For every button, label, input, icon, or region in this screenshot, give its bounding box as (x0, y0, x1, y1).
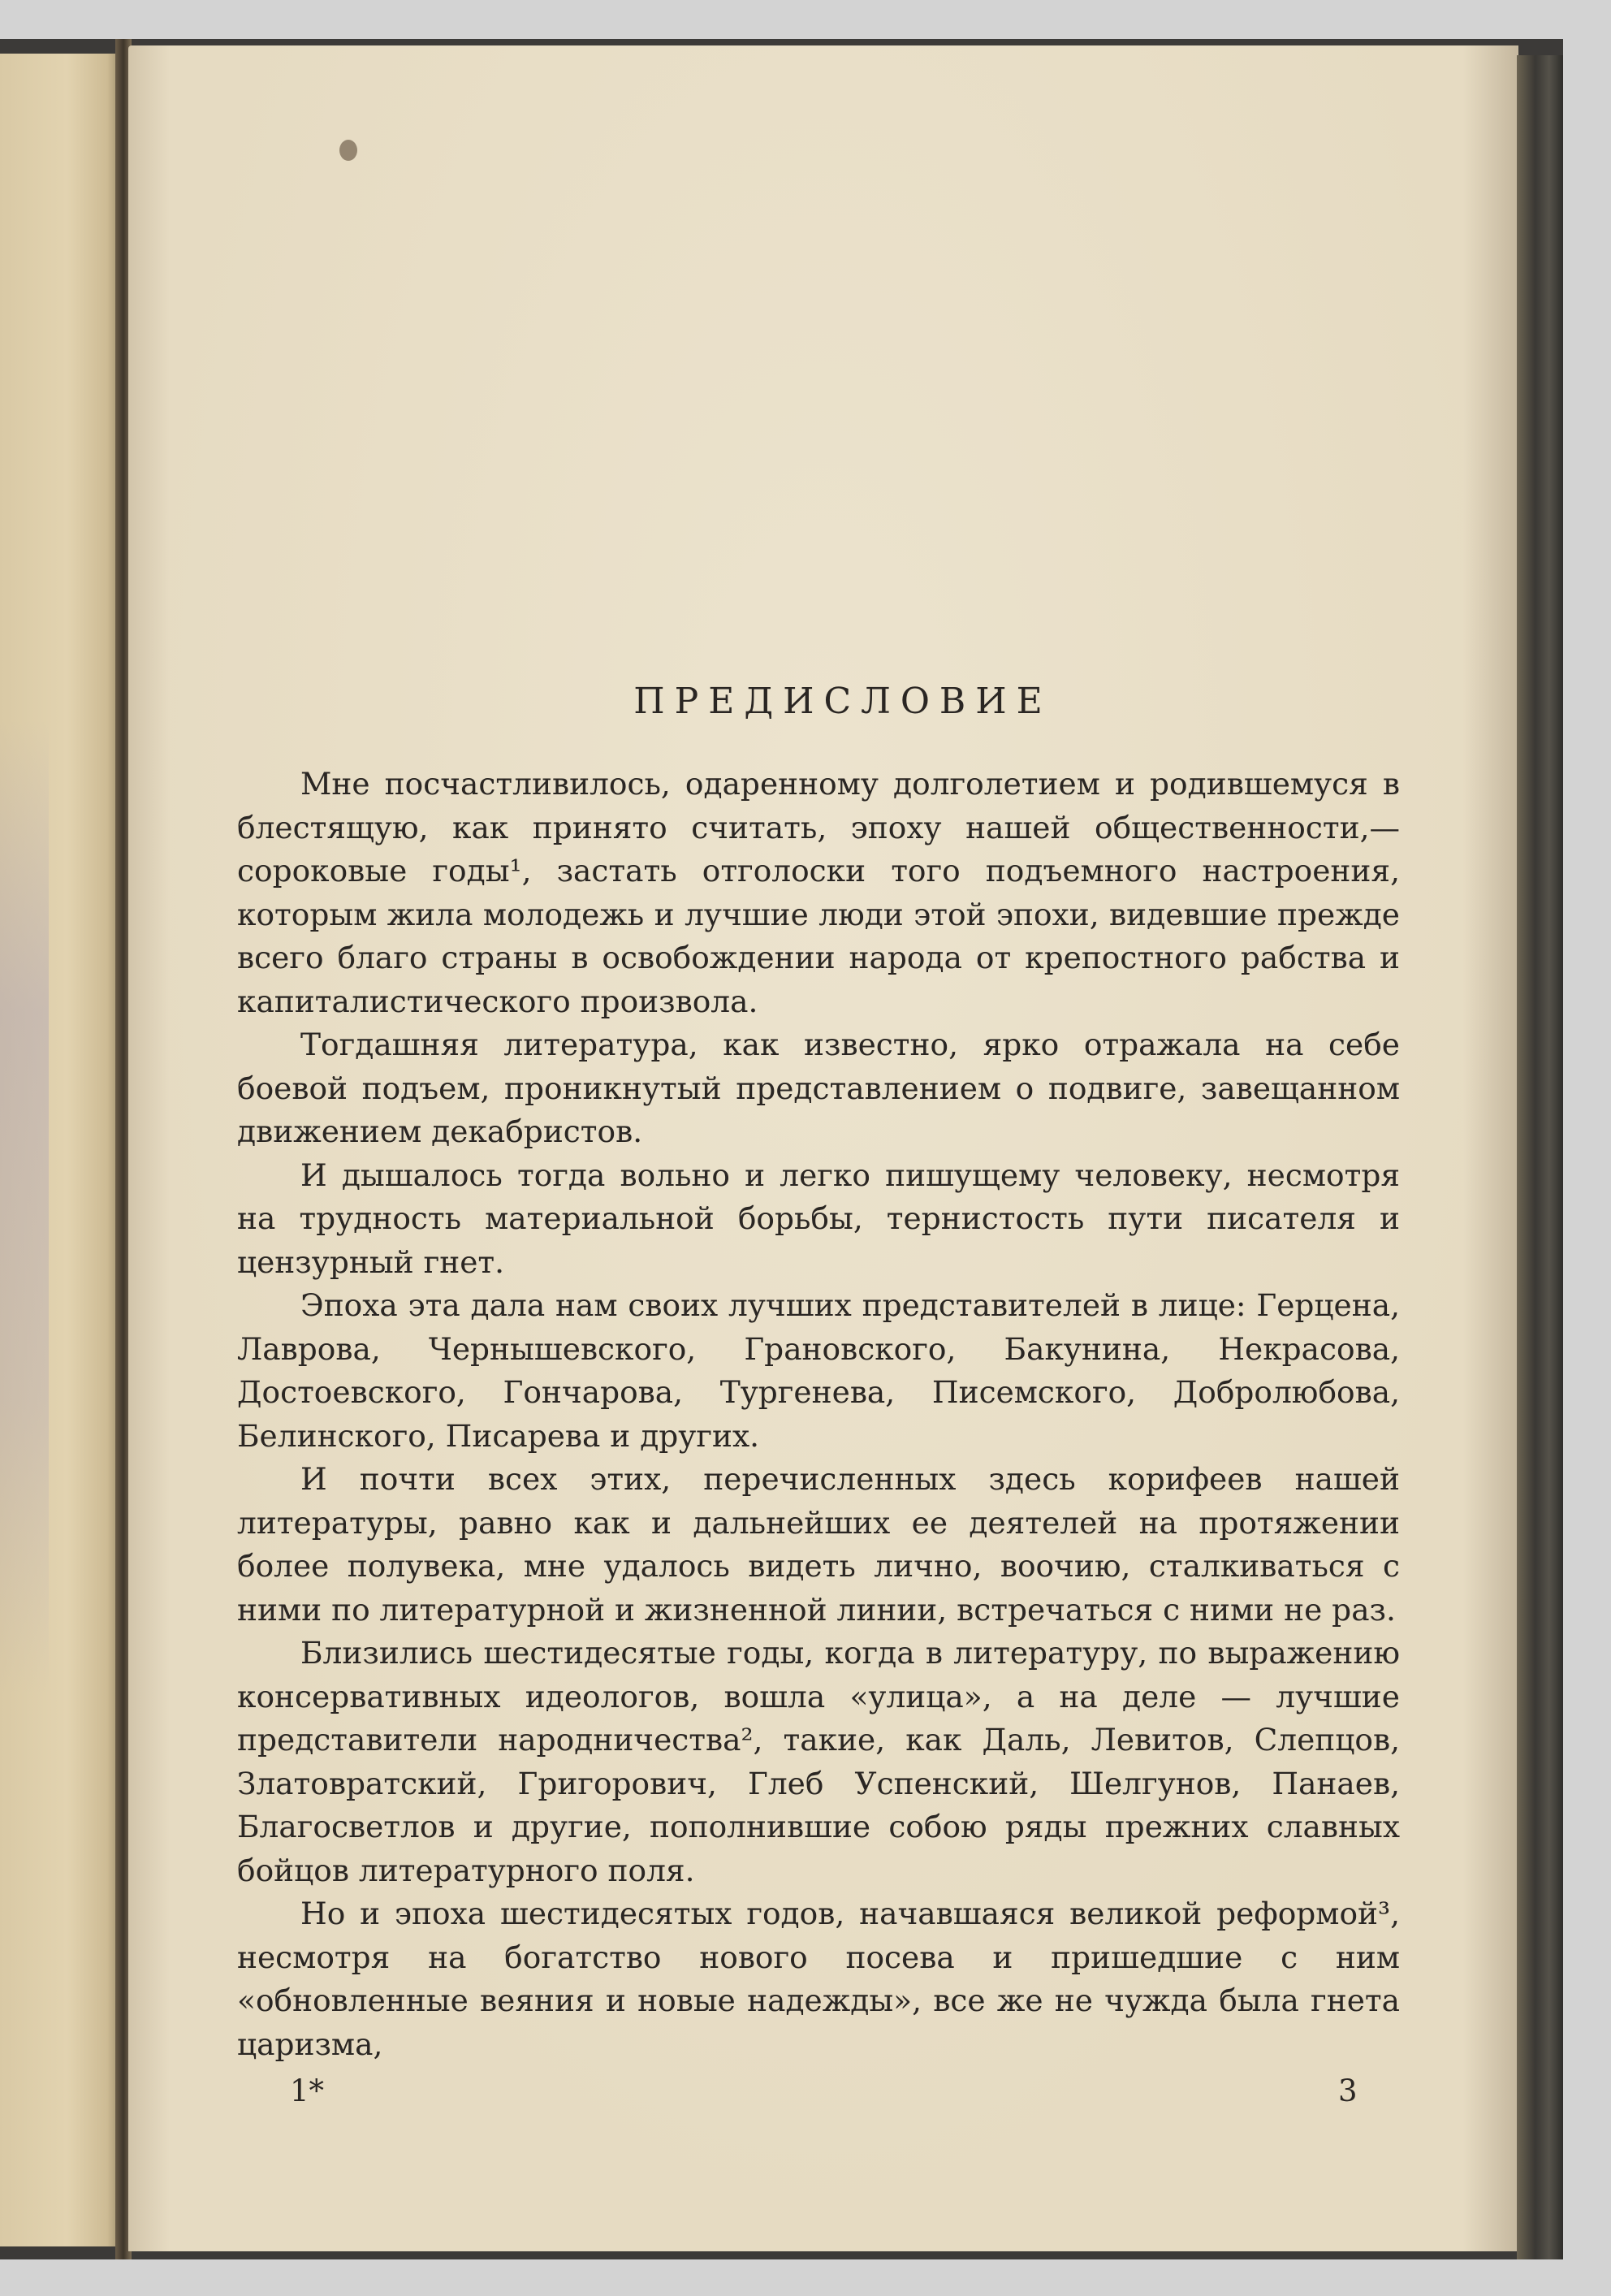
left-page-edge (0, 54, 122, 2246)
paragraph-3: И дышалось тогда вольно и легко пишущему человеку, несмотря на трудность материальной борьбы, тернистость пути писателя и цензурный гнет. (237, 1157, 1400, 1280)
paragraph-6: Близились шестидесятые годы, когда в литературу, по выражению консервативных идеологов, вошла «улица», а на деле — лучшие представители народничества², такие, как Даль, Левитов, Слепцов, Златовратский, Григорович, Глеб Успенский, Шелгунов, Панаев, Благосветлов и другие, пополнившие собою ряды прежних славных бойцов литературного поля. (237, 1635, 1400, 1888)
page-heading: ПРЕДИСЛОВИЕ (633, 681, 1052, 722)
book-edge (1517, 55, 1563, 2259)
paragraph-1: Мне посчастливилось, одаренному долголетием и родившемуся в блестящую, как принято считать, эпоху нашей общественности,— сороковые годы¹, застать отголоски того подъемного настроения, которым жила молодежь и лучшие люди этой эпохи, видевшие прежде всего благо страны в освобождении народа от крепостного рабства и капиталистического произвола. (237, 766, 1400, 1019)
paragraph-4: Эпоха эта дала нам своих лучших представителей в лице: Герцена, Лаврова, Чернышевского, Грановского, Бакунина, Некрасова, Достоевского, Гончарова, Тургенева, Писемского, Добролюбова, Белинского, Писарева и других. (237, 1287, 1400, 1454)
paper-spot (339, 140, 357, 161)
page-number: 3 (1338, 2073, 1358, 2108)
page-scan (0, 39, 1563, 2259)
paragraph-5: И почти всех этих, перечисленных здесь корифеев нашей литературы, равно как и дальнейших ее деятелей на протяжении более полувека, мне удалось видеть лично, воочию, сталкиваться с ними по литературной и жизненной линии, встречаться с ними не раз. (237, 1461, 1400, 1628)
paragraph-2: Тогдашняя литература, как известно, ярко отражала на себе боевой подъем, проникнутый представлением о подвиге, завещанном движением декабристов. (237, 1027, 1400, 1149)
paragraph-7: Но и эпоха шестидесятых годов, начавшаяся великой реформой³, несмотря на богатство нового посева и пришедшие с ним «обновленные веяния и новые надежды», все же не чужда была гнета царизма, (237, 1896, 1400, 2062)
page-text (237, 681, 1400, 2066)
left-page-stain (0, 720, 49, 1694)
signature-mark: 1* (290, 2073, 325, 2108)
